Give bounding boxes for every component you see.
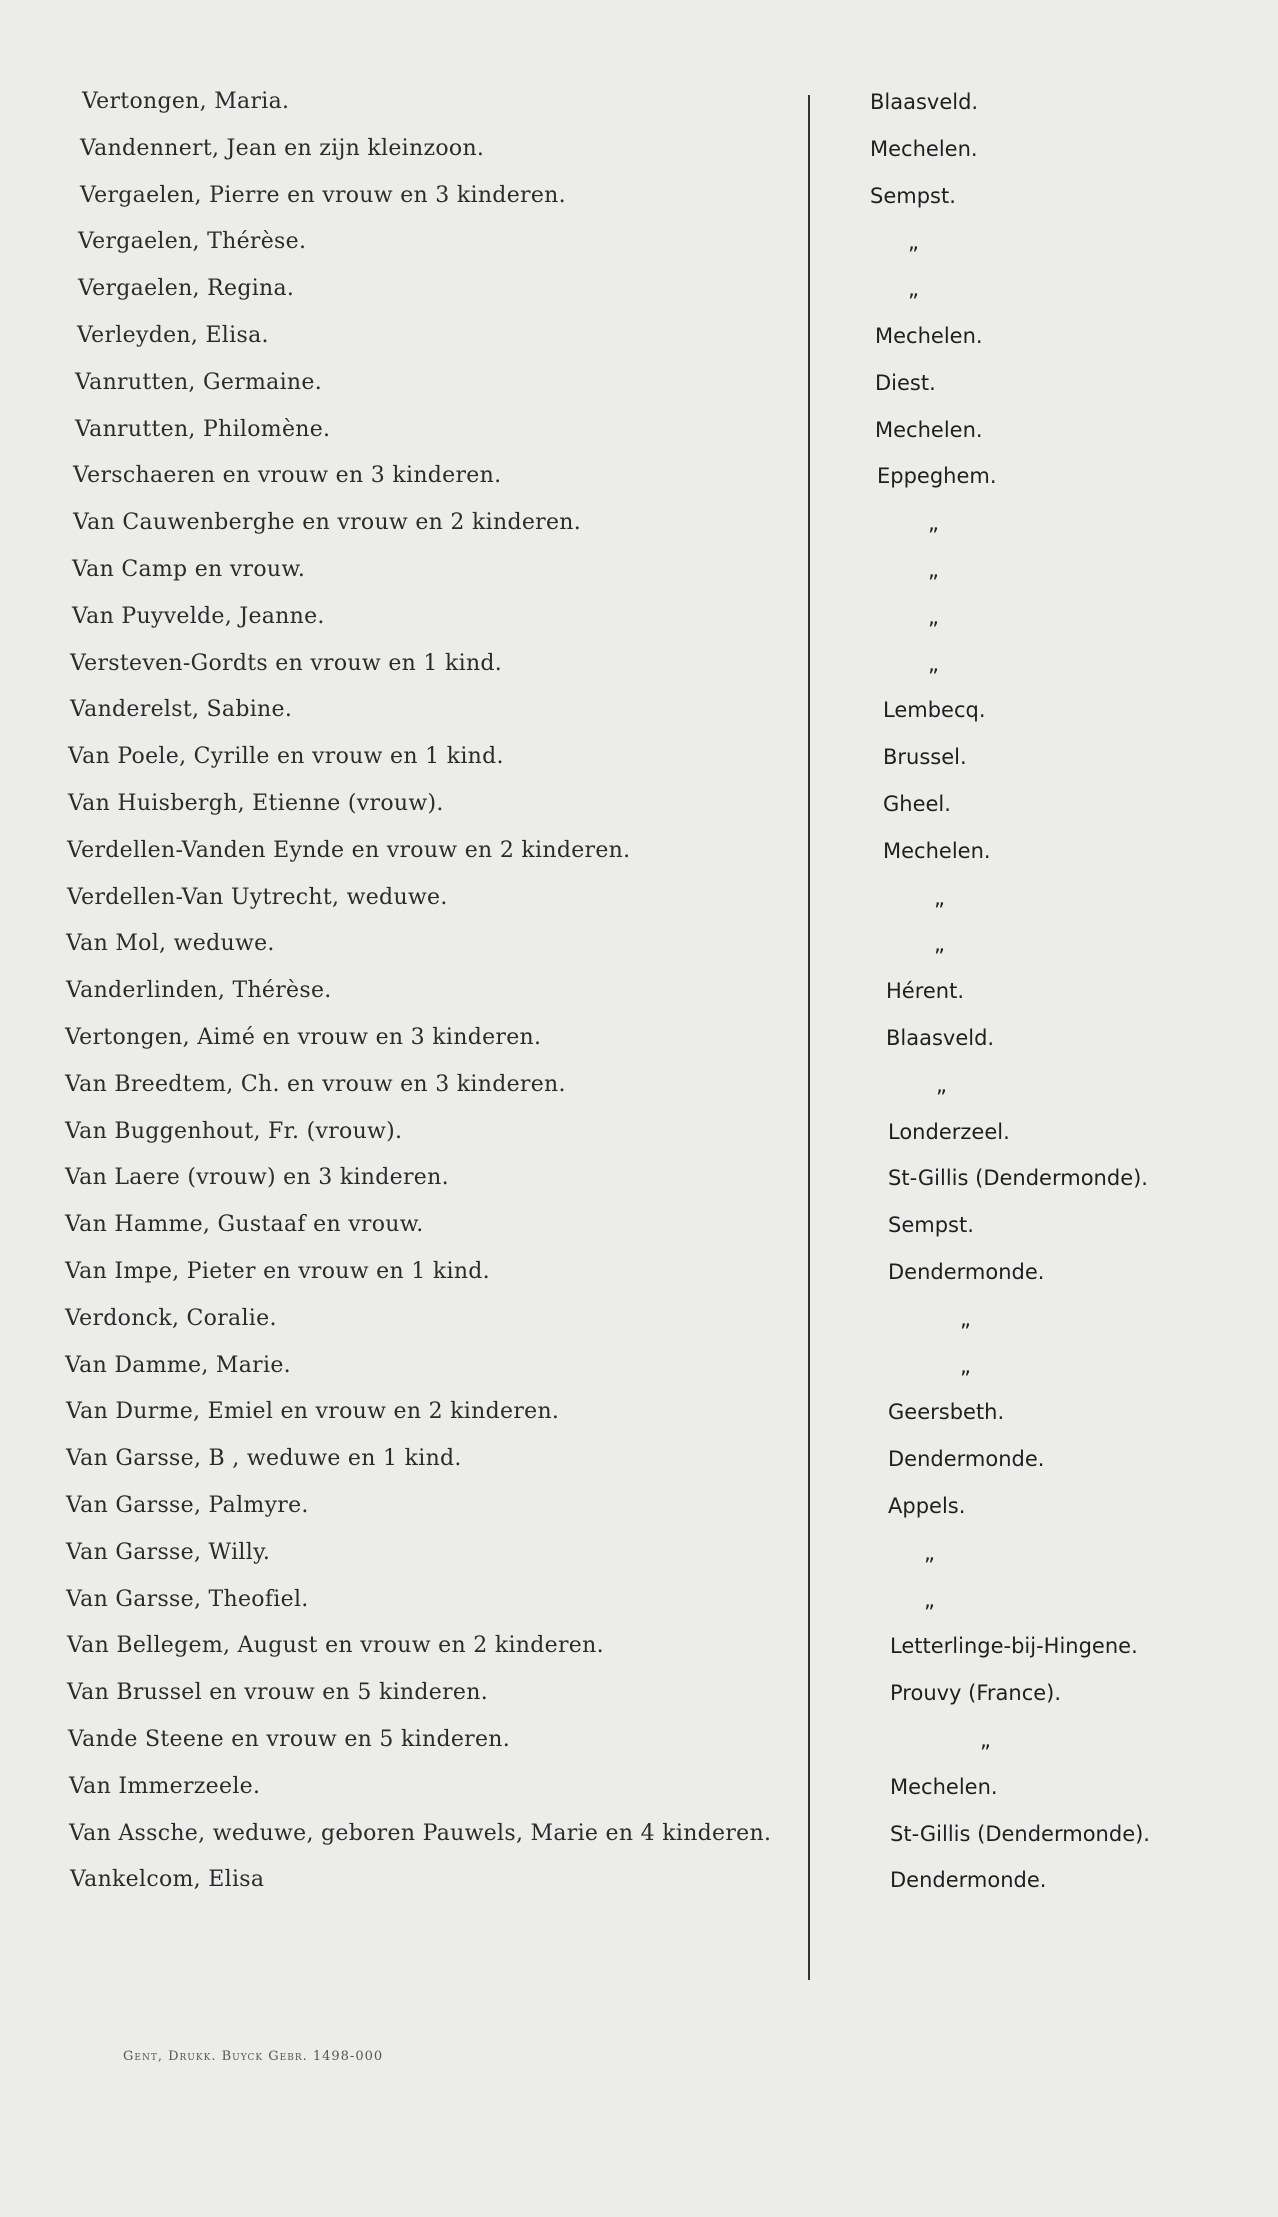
entry-place: Hérent.: [886, 979, 965, 1003]
entry-name: Verdonck, Coralie.: [65, 1306, 277, 1331]
entry-name: Vergaelen, Thérèse.: [78, 229, 307, 254]
list-item: [0, 836, 1278, 876]
entry-name: Verdellen-Vanden Eynde en vrouw en 2 kinderen.: [67, 838, 631, 863]
list-item: [0, 1725, 1278, 1765]
entry-name: Vanderlinden, Thérèse.: [66, 978, 332, 1003]
entry-place: Diest.: [875, 371, 936, 395]
entry-name: Van Huisbergh, Etienne (vrouw).: [68, 791, 444, 816]
entry-place: Geersbeth.: [888, 1400, 1005, 1424]
entry-place: Gheel.: [883, 792, 951, 816]
entry-name: Van Mol, weduwe.: [66, 931, 275, 956]
entry-place: Prouvy (France).: [890, 1681, 1062, 1705]
entry-place: St-Gillis (Dendermonde).: [890, 1822, 1150, 1846]
list-item: [0, 602, 1278, 642]
entry-place: Sempst.: [870, 184, 956, 208]
entry-place: Dendermonde.: [888, 1447, 1045, 1471]
entry-name: Verschaeren en vrouw en 3 kinderen.: [73, 463, 502, 488]
entry-name: Van Breedtem, Ch. en vrouw en 3 kinderen.: [65, 1072, 566, 1097]
entry-name: Van Garsse, Theofiel.: [66, 1587, 309, 1612]
entry-place: „: [928, 511, 939, 535]
entry-place: „: [960, 1307, 971, 1331]
entry-name: Vergaelen, Regina.: [78, 276, 295, 301]
list-item: [0, 1304, 1278, 1344]
entry-name: Vande Steene en vrouw en 5 kinderen.: [68, 1727, 511, 1752]
entry-name: Van Damme, Marie.: [65, 1353, 291, 1378]
list-item: [0, 1585, 1278, 1625]
entry-place: Brussel.: [883, 745, 967, 769]
entry-name: Van Buggenhout, Fr. (vrouw).: [65, 1119, 403, 1144]
entry-place: „: [934, 932, 945, 956]
list-item: [0, 742, 1278, 782]
entry-place: Londerzeel.: [888, 1120, 1010, 1144]
list-item: [0, 1538, 1278, 1578]
list-item: [0, 1678, 1278, 1718]
entry-place: Dendermonde.: [890, 1868, 1047, 1892]
entry-name: Vandennert, Jean en zijn kleinzoon.: [80, 136, 485, 161]
entry-name: Vankelcom, Elisa: [70, 1867, 265, 1892]
list-item: [0, 1070, 1278, 1110]
entry-name: Verdellen-Van Uytrecht, weduwe.: [67, 885, 448, 910]
list-item: [0, 227, 1278, 267]
entry-name: Vanderelst, Sabine.: [70, 697, 293, 722]
entry-name: Verleyden, Elisa.: [77, 323, 269, 348]
list-item: [0, 1163, 1278, 1203]
entry-place: „: [936, 1073, 947, 1097]
list-item: [0, 1210, 1278, 1250]
entry-name: Van Garsse, Willy.: [66, 1540, 271, 1565]
entry-place: Dendermonde.: [888, 1260, 1045, 1284]
entry-name: Van Assche, weduwe, geboren Pauwels, Marie en 4 kinderen.: [69, 1821, 772, 1846]
list-item: [0, 649, 1278, 689]
entry-name: Van Laere (vrouw) en 3 kinderen.: [65, 1165, 449, 1190]
entry-place: „: [908, 277, 919, 301]
entry-place: „: [924, 1541, 935, 1565]
list-item: [0, 1491, 1278, 1531]
entry-place: Mechelen.: [883, 839, 991, 863]
list-item: [0, 1257, 1278, 1297]
entry-name: Versteven-Gordts en vrouw en 1 kind.: [70, 651, 503, 676]
entry-place: St-Gillis (Dendermonde).: [888, 1166, 1148, 1190]
entry-place: Appels.: [888, 1494, 966, 1518]
entry-place: Mechelen.: [890, 1775, 998, 1799]
list-item: [0, 1397, 1278, 1437]
entry-place: „: [928, 652, 939, 676]
entry-place: Blaasveld.: [870, 90, 979, 114]
list-item: [0, 976, 1278, 1016]
list-item: [0, 1444, 1278, 1484]
list-item: [0, 415, 1278, 455]
list-item: [0, 1023, 1278, 1063]
entry-name: Vertongen, Maria.: [82, 89, 290, 114]
entry-place: „: [928, 558, 939, 582]
list-item: [0, 508, 1278, 548]
entry-place: Eppeghem.: [877, 464, 997, 488]
entry-place: Mechelen.: [870, 137, 978, 161]
printer-imprint: Gent, Drukk. Buyck Gebr. 1498-000: [123, 2049, 384, 2064]
list-item: [0, 1631, 1278, 1671]
entry-name: Van Camp en vrouw.: [72, 557, 306, 582]
entry-place: Sempst.: [888, 1213, 974, 1237]
entry-name: Van Brussel en vrouw en 5 kinderen.: [67, 1680, 489, 1705]
entry-place: Mechelen.: [875, 324, 983, 348]
entry-place: „: [924, 1588, 935, 1612]
entry-name: Van Impe, Pieter en vrouw en 1 kind.: [65, 1259, 490, 1284]
entry-place: „: [980, 1728, 991, 1752]
list-item: [0, 1117, 1278, 1157]
list-item: [0, 87, 1278, 127]
entry-name: Van Bellegem, August en vrouw en 2 kinderen.: [67, 1633, 604, 1658]
entry-name: Vanrutten, Philomène.: [75, 417, 331, 442]
entry-name: Van Hamme, Gustaaf en vrouw.: [65, 1212, 424, 1237]
list-item: [0, 1351, 1278, 1391]
entry-name: Vertongen, Aimé en vrouw en 3 kinderen.: [65, 1025, 542, 1050]
entry-place: Letterlinge-bij-Hingene.: [890, 1634, 1138, 1658]
list-item: [0, 134, 1278, 174]
list-item: [0, 929, 1278, 969]
list-item: [0, 695, 1278, 735]
list-item: [0, 789, 1278, 829]
entry-place: „: [928, 605, 939, 629]
list-item: [0, 1819, 1278, 1859]
list-item: [0, 274, 1278, 314]
entry-place: „: [960, 1354, 971, 1378]
entry-place: „: [934, 886, 945, 910]
list-item: [0, 368, 1278, 408]
entry-place: Mechelen.: [875, 418, 983, 442]
list-item: [0, 321, 1278, 361]
entry-place: Blaasveld.: [886, 1026, 995, 1050]
entry-place: „: [908, 230, 919, 254]
entry-name: Van Cauwenberghe en vrouw en 2 kinderen.: [73, 510, 582, 535]
list-item: [0, 1865, 1278, 1905]
entry-name: Van Garsse, B , weduwe en 1 kind.: [66, 1446, 462, 1471]
entry-name: Vergaelen, Pierre en vrouw en 3 kinderen.: [80, 183, 566, 208]
entry-name: Van Garsse, Palmyre.: [66, 1493, 309, 1518]
entry-name: Van Puyvelde, Jeanne.: [72, 604, 325, 629]
list-item: [0, 555, 1278, 595]
list-item: [0, 1772, 1278, 1812]
entry-name: Van Poele, Cyrille en vrouw en 1 kind.: [68, 744, 504, 769]
list-item: [0, 461, 1278, 501]
list-item: [0, 181, 1278, 221]
entry-name: Van Durme, Emiel en vrouw en 2 kinderen.: [66, 1399, 560, 1424]
entry-place: Lembecq.: [883, 698, 986, 722]
list-item: [0, 883, 1278, 923]
entry-name: Vanrutten, Germaine.: [75, 370, 323, 395]
entry-name: Van Immerzeele.: [69, 1774, 261, 1799]
